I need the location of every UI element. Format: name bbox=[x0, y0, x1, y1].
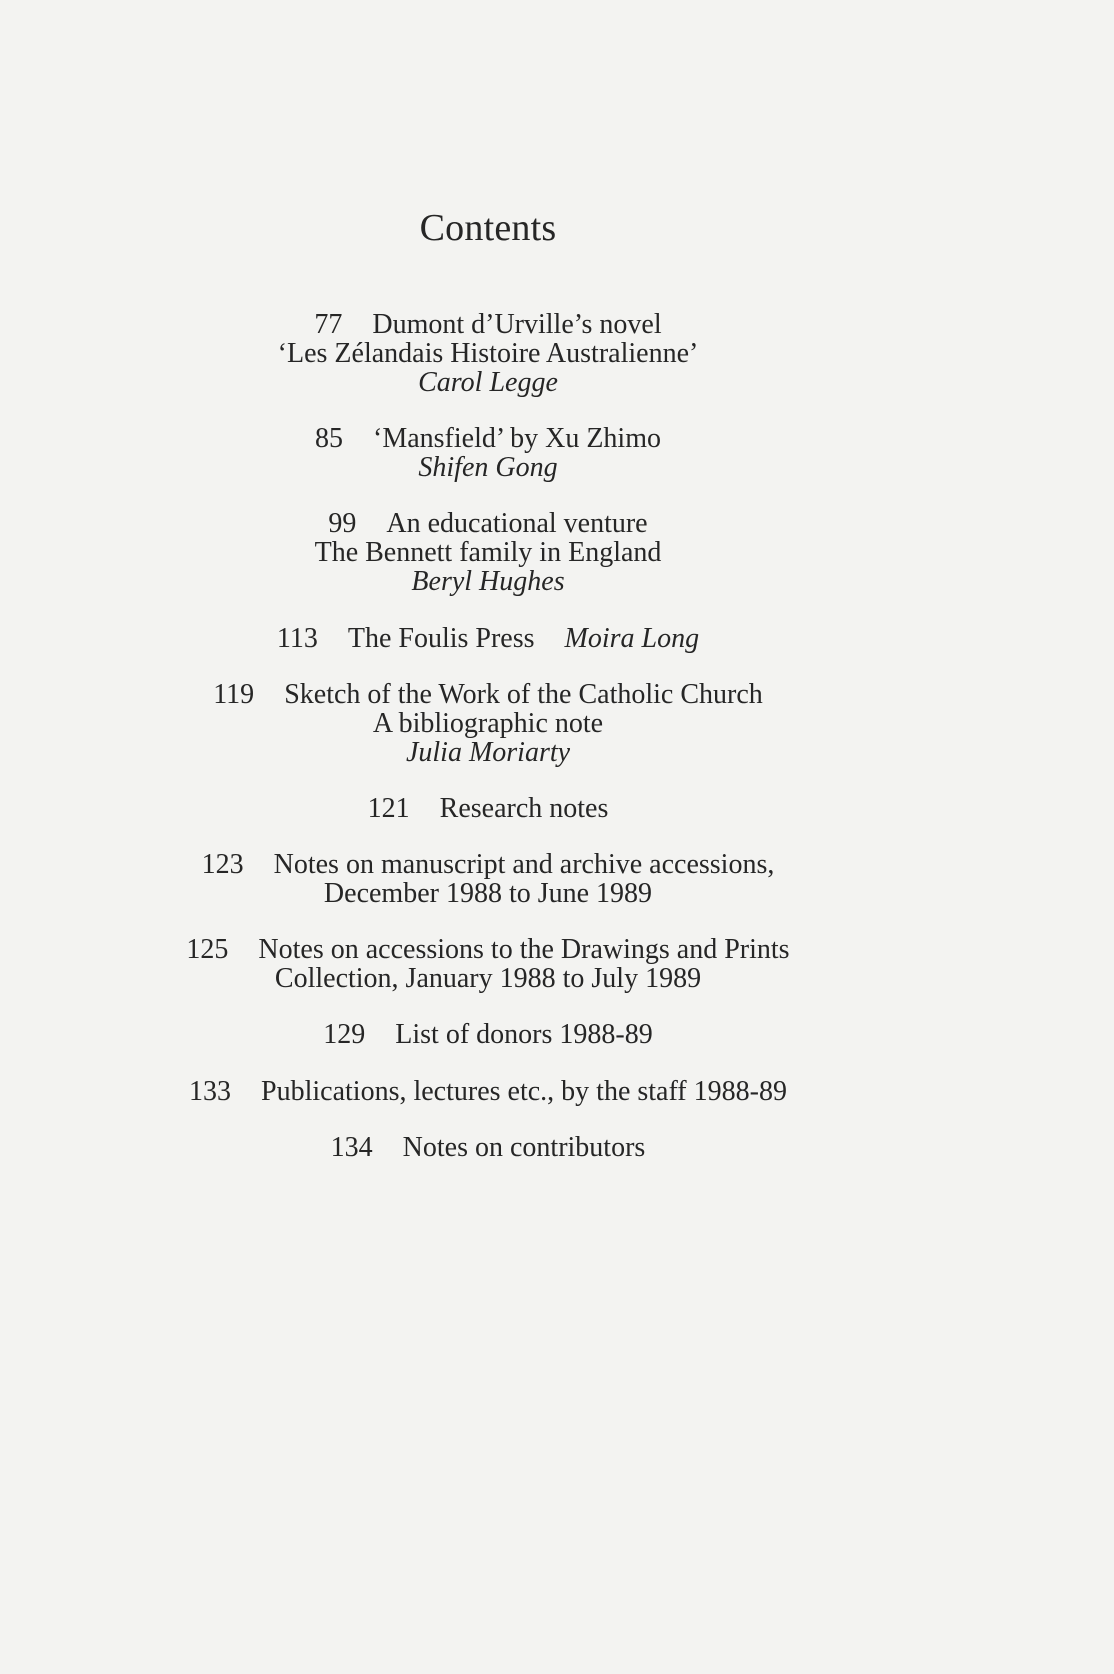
contents-entry bbox=[0, 850, 976, 908]
contents-entry bbox=[0, 624, 976, 653]
entry-title: Dumont d’Urville’s novel bbox=[372, 309, 662, 340]
contents-entry bbox=[0, 794, 976, 823]
contents-entry bbox=[0, 310, 976, 397]
entry-title-continued: ‘Les Zélandais Histoire Australienne’ bbox=[277, 338, 699, 369]
entry-title: List of donors 1988-89 bbox=[395, 1019, 653, 1050]
contents-entry bbox=[0, 509, 976, 596]
entry-title-continued: Collection, January 1988 to July 1989 bbox=[274, 963, 702, 994]
entry-line bbox=[0, 794, 976, 823]
entry-page-number: 99 bbox=[328, 508, 357, 539]
entry-author: Moira Long bbox=[564, 623, 700, 654]
entry-page-number: 129 bbox=[323, 1019, 366, 1050]
entry-title: Notes on accessions to the Drawings and Prints bbox=[258, 934, 790, 965]
entry-line bbox=[0, 680, 976, 709]
entry-line bbox=[0, 935, 976, 964]
entry-line bbox=[0, 1020, 976, 1049]
contents-entry bbox=[0, 424, 976, 482]
contents-list bbox=[0, 310, 976, 1162]
entry-line bbox=[0, 1133, 976, 1162]
entry-page-number: 113 bbox=[276, 623, 318, 654]
entry-page-number: 121 bbox=[367, 793, 410, 824]
entry-title: Notes on contributors bbox=[402, 1132, 646, 1163]
entry-title: An educational venture bbox=[386, 508, 648, 539]
entry-line bbox=[0, 310, 976, 339]
entry-line bbox=[0, 424, 976, 453]
entry-title-continued: A bibliographic note bbox=[372, 708, 604, 739]
entry-title-continued: The Bennett family in England bbox=[314, 537, 662, 568]
entry-page-number: 85 bbox=[315, 423, 343, 454]
entry-page-number: 134 bbox=[330, 1132, 373, 1163]
entry-line bbox=[0, 850, 976, 879]
entry-line bbox=[0, 509, 976, 538]
entry-title: Publications, lectures etc., by the staff 1988-89 bbox=[261, 1076, 787, 1107]
contents-entry bbox=[0, 935, 976, 993]
entry-author: Beryl Hughes bbox=[411, 566, 565, 597]
entry-page-number: 119 bbox=[213, 679, 255, 710]
entry-page-number: 133 bbox=[189, 1076, 232, 1107]
contents-entry bbox=[0, 1020, 976, 1049]
entry-author: Julia Moriarty bbox=[405, 737, 571, 768]
entry-title: Sketch of the Work of the Catholic Church bbox=[284, 679, 763, 710]
entry-title: Research notes bbox=[439, 793, 609, 824]
entry-page-number: 125 bbox=[186, 934, 229, 965]
entry-title: Notes on manuscript and archive accessions, bbox=[273, 849, 775, 880]
entry-author: Shifen Gong bbox=[418, 452, 558, 483]
page-title: Contents bbox=[419, 207, 557, 249]
entry-title-continued: December 1988 to June 1989 bbox=[323, 878, 653, 909]
contents-entry bbox=[0, 1133, 976, 1162]
entry-page-number: 123 bbox=[201, 849, 244, 880]
entry-line bbox=[0, 1077, 976, 1106]
entry-page-number: 77 bbox=[314, 309, 343, 340]
entry-author: Carol Legge bbox=[418, 367, 558, 398]
entry-line bbox=[0, 624, 976, 653]
entry-title: ‘Mansfield’ by Xu Zhimo bbox=[373, 423, 661, 454]
contents-entry bbox=[0, 1077, 976, 1106]
contents-entry bbox=[0, 680, 976, 767]
entry-title: The Foulis Press bbox=[347, 623, 535, 654]
